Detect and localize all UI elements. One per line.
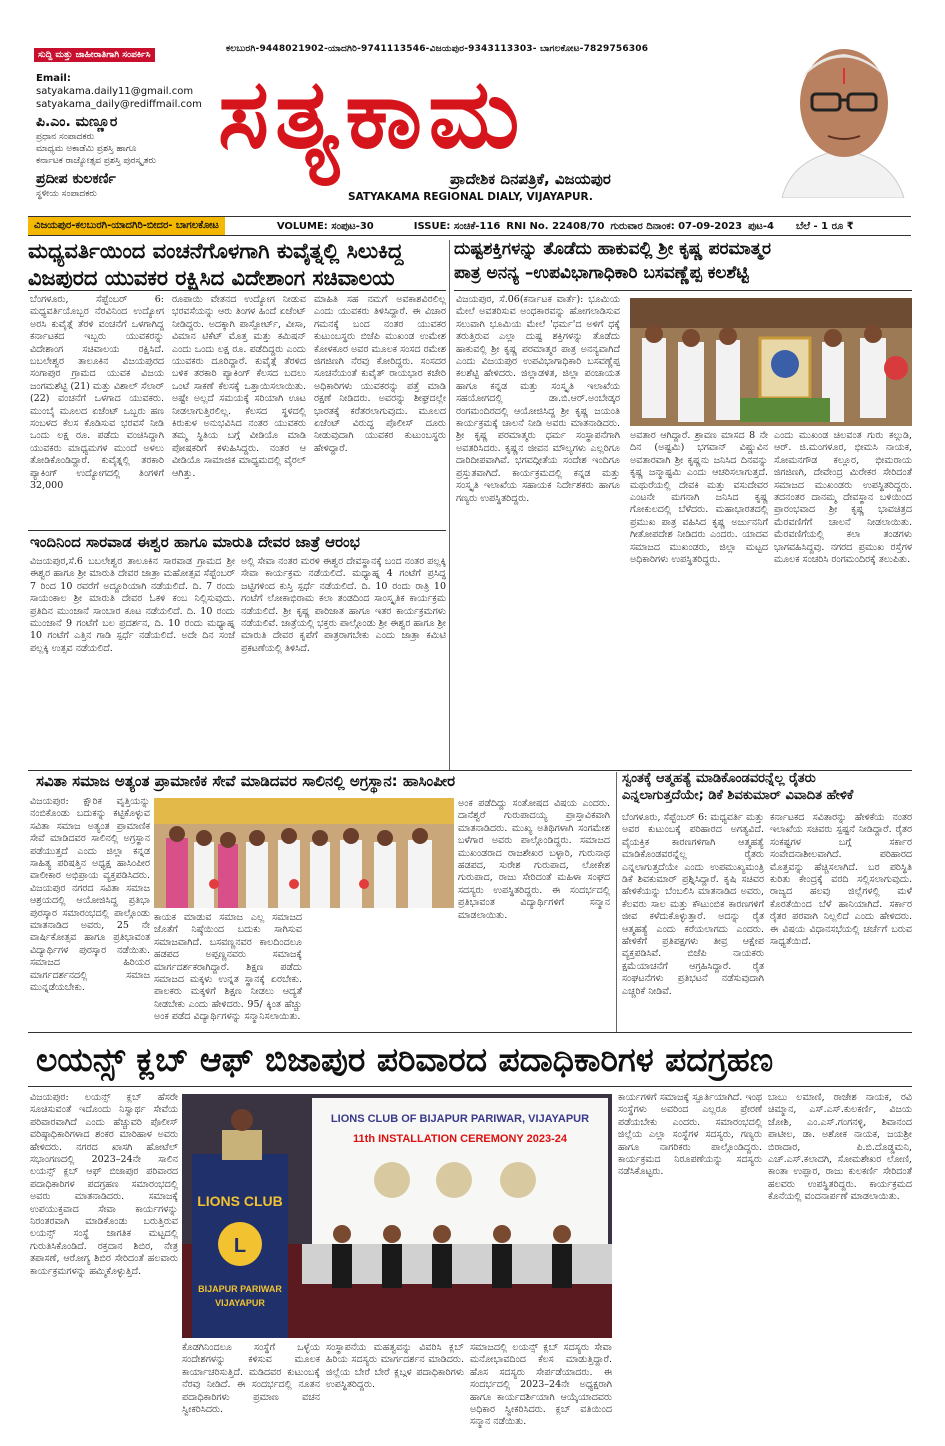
article-savita-col-2: ಅಂಕ ಪಡೆದಿದ್ದು ಸಂತೋಷದ ವಿಷಯ ಎಂದರು. ದಾನೆಶ್ವರೆ ಗುರುಪಾದಯ್ಯ ಪ್ರಾಸ್ತಾವಿಕವಾಗಿ ಮಾತನಾಡಿದರು. ಮುಖ್ಯ ಅತಿಥಿಗಳಾಗಿ ಸಂಗಮೇಶ ಬಳೆಗಾರ ಅವರು ಪಾಲ್ಗೊಂಡಿದ್ದರು. ಸಮಾಜದ ಮುಖಂಡರಾದ ರಾಜಶೇಖರ ಬಳ್ಳಾರಿ, ಗುರುನಾಥ ಹಡಪದ, ಸುರೇಶ ಗುರುಪಾದ, ಲೋಕೇಶ ಗುರುಪಾದ, ರಾಜು ಸೇರಿದಂತೆ ಮಹಿಳಾ ಸಂಘದ ಸದಸ್ಯರು ಉಪಸ್ಥಿತರಿದ್ದರು. ಈ ಸಂದರ್ಭದಲ್ಲಿ ಪ್ರತಿಭಾವಂತ ವಿದ್ಯಾರ್ಥಿಗಳಿಗೆ ಸನ್ಮಾನ ಮಾಡಲಾಯಿತು. [458,798,610,921]
lions-banner-org: LIONS CLUB OF BIJAPUR PARIWAR, VIJAYAPUR [330,1113,590,1125]
lions-banner-event: 11th INSTALLATION CEREMONY 2023-24 [353,1133,567,1145]
article-dks [622,772,912,804]
article-jatre-col-1: ವಿಜಯಪುರ,ಸೆ.6 ಬಬಲೇಶ್ವರ ತಾಲೂಕಿನ ಸಾರವಾಡ ಗ್ರಾಮದ ಶ್ರೀ ಈಶ್ವರ ಹಾಗೂ ಶ್ರೀ ಮಾರುತಿ ದೇವರ ಜಾತ್ರಾ ಮಹೋತ್ಸವ ಸೆಪ್ಟೆಂಬರ್ 7 ರಿಂದ 10 ರವರೆಗೆ ಅದ್ದೂರಿಯಾಗಿ ನಡೆಯಲಿದೆ. ದಿ. 7 ರಂದು ಸಾಯಂಕಾಲ ಶ್ರೀ ಮಾರುತಿ ದೇವರ ಓಕಳಿ ಕಂಬ ನಿಲ್ಲಿಸುವುದು. ಪ್ರತಿದಿನ ಮುಂಜಾನೆ ಸಾಂಬಾರ ಕೂಟ ನಡೆಯಲಿದೆ. ದಿ. 10 ರಂದು ಮುಂಜಾನೆ 9 ಗಂಟೆಗೆ ಬಲ ಪ್ರದರ್ಶನ, ದಿ. 10 ರಂದು ಮಧ್ಯಾಹ್ನ 10 ಗಂಟೆಗೆ ಎತ್ತಿನ ಗಾಡಿ ಸ್ಪರ್ಧೆ ನಡೆಯಲಿದೆ. ಅದೇ ದಿನ ಸಂಜೆ ಪಲ್ಲಕ್ಕಿ ಉತ್ಸವ ನಡೆಯಲಿದೆ. [30,556,235,654]
lions-event-photo [182,1094,612,1338]
email-1[interactable]: satyakama.daily11@gmail.com [36,86,194,97]
rule [28,290,446,291]
strip-date: ಗುರುವಾರ ದಿನಾಂಕ: 07-09-2023 [610,220,743,232]
rule [28,1032,912,1033]
article-krishna-headline-2: ಪಾತ್ರ ಅನನ್ಯ –ಉಪವಿಭಾಗಾಧಿಕಾರಿ ಬಸವಣ್ಣೆಪ್ಪ ಕಲಶೆಟ್ಟಿ [454,262,749,283]
article-krishna-headline-1: ದುಷ್ಟಶಕ್ತಿಗಳನ್ನು ತೊಡೆದು ಹಾಕುವಲ್ಲಿ ಶ್ರೀ ಕೃಷ್ಣ ಪರಮಾತ್ಮರ [454,239,772,259]
article-lions-col-5: ಕಾರ್ಯಗಳಿಗೆ ಸಮಾಜಕ್ಕೆ ಸ್ಪೂರ್ತಿಯಾಗಿದೆ. ಇಂಥ ಸಂಸ್ಥೆಗಳು ಅವರಿಂದ ಎಲ್ಲರೂ ಪ್ರೇರಣೆ ಪಡೆಯಬೇಕು ಎಂದರು. ಸಮಾರಂಭದಲ್ಲಿ ಜಿಲ್ಲೆಯ ಎಲ್ಲಾ ಸಂಸ್ಥೆಗಳ ಸದಸ್ಯರು, ಗಣ್ಯರು ಹಾಗೂ ನಾಗರಿಕರು ಪಾಲ್ಗೊಂಡಿದ್ದರು. ಕಾರ್ಯಕ್ರಮದ ನಿರೂಪಣೆಯನ್ನು ಸದಸ್ಯರು ನಡೆಸಿಕೊಟ್ಟರು. [618,1092,762,1178]
article-dks-headline-2: ಎನ್ನಲಾಗುತ್ತದೆಯೇ; ಡಿಕೆ ಶಿವಕುಮಾರ್ ವಿವಾದಿತ ಹೇಳಿಕೆ [622,788,854,804]
subtitle-kannada: ಪ್ರಾದೇಶಿಕ ದಿನಪತ್ರಿಕೆ, ವಿಜಯಪುರ [450,170,611,188]
article-savita-col-1: ವಿಜಯಪುರ: ಕ್ಷೌರಿಕ ವೃತ್ತಿಯನ್ನು ನಂಬಿಕೊಂಡು ಬದುಕನ್ನು ಕಟ್ಟಿಕೊಳ್ಳುವ ಸವಿತಾ ಸಮಾಜ ಅತ್ಯಂತ ಪ್ರಾಮಾಣಿಕ ಸೇವೆ ಮಾಡಿದವರ ಸಾಲಿನಲ್ಲಿ ಅಗ್ರಸ್ಥಾನ ಪಡೆಯುತ್ತದೆ ಎಂದು ಜಿಲ್ಲಾ ಕನ್ನಡ ಸಾಹಿತ್ಯ ಪರಿಷತ್ತಿನ ಅಧ್ಯಕ್ಷ ಹಾಸಿಂಪೀರ ವಾಲೀಕಾರ ಅಭಿಪ್ರಾಯ ವ್ಯಕ್ತಪಡಿಸಿದರು. ವಿಜಯಪುರ ನಗರದ ಸವಿತಾ ಸಮಾಜ ಆಶ್ರಯದಲ್ಲಿ ಆಯೋಜಿಸಿದ್ದ ಪ್ರತಿಭಾ ಪುರಸ್ಕಾರ ಸಮಾರಂಭದಲ್ಲಿ ಪಾಲ್ಗೊಂಡು ಮಾತನಾಡಿದ ಅವರು, 25 ನೇ ವಾರ್ಷಿಕೋತ್ಸವ ಹಾಗೂ ಪ್ರತಿಭಾವಂತ ವಿದ್ಯಾರ್ಥಿಗಳ ಪುರಸ್ಕಾರ ನಡೆಯಿತು. ಸಮಾಜದ ಹಿರಿಯರ ಮಾರ್ಗದರ್ಶನದಲ್ಲಿ ಸಮಾಜ ಮುನ್ನಡೆಯಬೇಕು. [30,796,150,994]
column-divider [449,240,450,770]
article-lions-col-3: ಸಂಸ್ಥಾಪನೆಯ ಮಹತ್ವವನ್ನು ವಿವರಿಸಿ ಕ್ಲಬ್ ಹಿರಿಯ ಸದಸ್ಯರು ಮಾರ್ಗದರ್ಶನ ಮಾಡಿದರು. ಜಿಲ್ಲೆಯ ಬೇರೆ ಬೇರೆ ಕ್ಲಬ್ಗಳ ಪದಾಧಿಕಾರಿಗಳು ಉಪಸ್ಥಿತರಿದ್ದರು. [326,1342,464,1391]
strip-volume: VOLUME: ಸಂಪುಟ-30 [276,220,374,232]
email-2[interactable]: satyakama_daily@rediffmail.com [36,99,202,110]
masthead [0,0,945,212]
strip-regions: ವಿಜಯಪುರ-ಕಲಬುರಗಿ-ಯಾದಗಿರಿ-ಬೀದರ- ಬಾಗಲಕೋಟ [28,217,225,235]
article-jatre-col-2: ಅಲ್ಲಿ ಸೇವಾ ನಂತರ ಮರಳಿ ಈಶ್ವರ ದೇವಸ್ಥಾನಕ್ಕೆ ಬಂದ ನಂತರ ಪಲ್ಲಕ್ಕಿ ಸೇವಾ ಕಾರ್ಯಕ್ರಮ ನಡೆಯಲಿದೆ. ಮಧ್ಯಾಹ್ನ 4 ಗಂಟೆಗೆ ಪ್ರಸಿದ್ಧ ಜಟ್ಟಿಗಳಿಂದ ಕುಸ್ತಿ ಸ್ಪರ್ಧೆ ನಡೆಯಲಿದೆ. ದಿ. 10 ರಂದು ರಾತ್ರಿ 10 ಗಂಟೆಗೆ ಲೋಕಾಭಿರಾಮ ಕಲಾ ತಂಡದಿಂದ ಸಾಂಸ್ಕೃತಿಕ ಕಾರ್ಯಕ್ರಮ ನಡೆಯಲಿದೆ. ಶ್ರೀ ಕೃಷ್ಣ ಪಾರಿಜಾತ ಹಾಗೂ ಇತರ ಕಾರ್ಯಕ್ರಮಗಳು ನಡೆಯಲಿವೆ. ಜಾತ್ರೆಯಲ್ಲಿ ಭಕ್ತರು ಪಾಲ್ಗೊಂಡು ಶ್ರೀ ಈಶ್ವರ ಹಾಗೂ ಶ್ರೀ ಮಾರುತಿ ದೇವರ ಕೃಪೆಗೆ ಪಾತ್ರರಾಗಬೇಕು ಎಂದು ಜಾತ್ರಾ ಕಮಿಟಿ ಪ್ರಕಟಣೆಯಲ್ಲಿ ತಿಳಿಸಿದೆ. [241,556,446,654]
article-dks-col-1: ಬೆಂಗಳೂರು, ಸೆಪ್ಟೆಂಬರ್ 6: ಮಧ್ಯವರ್ತಿ ಮತ್ತು ಅವರ ಕುಟುಂಬಕ್ಕೆ ಪರಿಹಾರದ ಅಗತ್ಯವಿದೆ. ವೈಯಕ್ತಿಕ ಕಾರಣಗಳಿಗಾಗಿ ಆತ್ಮಹತ್ಯೆ ಮಾಡಿಕೊಂಡವರನ್ನೆಲ್ಲ ರೈತರು ಎನ್ನಲಾಗುತ್ತದೆಯೇ ಎಂದು ಉಪಮುಖ್ಯಮಂತ್ರಿ ಡಿಕೆ ಶಿವಕುಮಾರ್ ಪ್ರಶ್ನಿಸಿದ್ದಾರೆ. ಕೃಷಿ ಸಚಿವರ ಹೇಳಿಕೆಯನ್ನು ಬೆಂಬಲಿಸಿ ಮಾತನಾಡಿದ ಅವರು, ಕೆಲವರು ಸಾಲ ಮತ್ತು ಕೌಟುಂಬಿಕ ಕಾರಣಗಳಿಗೆ ಜೀವ ಕಳೆದುಕೊಳ್ಳುತ್ತಾರೆ. ಅದನ್ನು ರೈತ ಆತ್ಮಹತ್ಯೆ ಎಂದು ಕರೆಯಲಾಗದು ಎಂದರು. ಹೇಳಿಕೆಗೆ ಪ್ರತಿಪಕ್ಷಗಳು ತೀವ್ರ ಆಕ್ಷೇಪ ವ್ಯಕ್ತಪಡಿಸಿವೆ. ಬಿಜೆಪಿ ನಾಯಕರು ಕ್ಷಮೆಯಾಚನೆಗೆ ಆಗ್ರಹಿಸಿದ್ದಾರೆ. ರೈತ ಸಂಘಟನೆಗಳು ಪ್ರತಿಭಟನೆ ನಡೆಸುವುದಾಗಿ ಎಚ್ಚರಿಕೆ ನೀಡಿವೆ. [622,812,764,997]
article-kuwait-col-3: ಮಾಹಿತಿ ಸಹ ನಮಗೆ ಅವಕಾಶವಿರಲಿಲ್ಲ ಎಂದು ಯುವಕರು ತಿಳಿಸಿದ್ದಾರೆ. ಈ ವಿಚಾರ ಗಮನಕ್ಕೆ ಬಂದ ನಂತರ ಯುವಕರ ಕುಟುಂಬಸ್ಥರು ಬಿಜೆಪಿ ಮುಖಂಡ ಉಮೇಶ ಕೋಳಕೂರ ಅವರ ಮೂಲಕ ಸಂಸದ ರಮೇಶ ಜಿಗಜಿಣಗಿ ನೆರವು ಕೋರಿದ್ದರು. ಸಂಸದರ ಸೂಚನೆಯಂತೆ ಕುವೈತ್ ರಾಯಭಾರ ಕಚೇರಿ ಅಧಿಕಾರಿಗಳು ಯುವಕರನ್ನು ಪತ್ತೆ ಮಾಡಿ ರಕ್ಷಣೆ ನೀಡಿದರು. ಅವರನ್ನು ಶೀಘ್ರದಲ್ಲೇ ಭಾರತಕ್ಕೆ ಕರೆತರಲಾಗುವುದು. ಮೂಲದ ಏಜೆಂಟ್ ವಿರುದ್ಧ ಪೊಲೀಸ್ ದೂರು ನೀಡುವುದಾಗಿ ಯುವಕರ ಕುಟುಂಬಸ್ಥರು ಹೇಳಿದ್ದಾರೆ. [314,294,446,454]
article-krishna-col-1: ವಿಜಯಪುರ, ಸೆ.06(ಕರ್ನಾಟಕ ವಾರ್ತೆ): ಭೂಮಿಯ ಮೇಲೆ ಅವತರಿಸುವ ಅಂಧಕಾರವನ್ನು ಹೋಗಲಾಡಿಸುವ ಸಲುವಾಗಿ ಭೂಮಿಯ ಮೇಲೆ 'ಧರ್ಮ'ದ ಅಳಿಗೆ ಧಕ್ಕೆ ತರುತ್ತಿರುವ ಎಲ್ಲಾ ದುಷ್ಟ ಶಕ್ತಿಗಳನ್ನು ತೊಡೆದು ಹಾಕುವಲ್ಲಿ ಶ್ರೀ ಕೃಷ್ಣ ಪರಮಾತ್ಮರ ಪಾತ್ರ ಅನನ್ಯವಾಗಿದೆ ಎಂದು ವಿಜಯಪುರ ಉಪವಿಭಾಗಾಧಿಕಾರಿ ಬಸವಣ್ಣೆಪ್ಪ ಕಲಶೆಟ್ಟಿ ಹೇಳಿದರು. ಜಿಲ್ಲಾಡಳಿತ, ಜಿಲ್ಲಾ ಪಂಚಾಯತ ಹಾಗೂ ಕನ್ನಡ ಮತ್ತು ಸಂಸ್ಕೃತಿ ಇಲಾಖೆಯ ಸಹಯೋಗದಲ್ಲಿ ಡಾ.ಬಿ.ಆರ್.ಅಂಬೇಡ್ಕರ ರಂಗಮಂದಿರದಲ್ಲಿ ಆಯೋಜಿಸಿದ್ದ ಶ್ರೀ ಕೃಷ್ಣ ಜಯಂತಿ ಕಾರ್ಯಕ್ರಮಕ್ಕೆ ಚಾಲನೆ ನೀಡಿ ಅವರು ಮಾತನಾಡಿದರು. ಶ್ರೀ ಕೃಷ್ಣ ಪರಮಾತ್ಮರು ಧರ್ಮ ಸಂಸ್ಥಾಪನೆಗಾಗಿ ಅವತರಿಸಿದರು. ಕೃಷ್ಣನ ಜೀವನ ಮೌಲ್ಯಗಳು ಎಲ್ಲರಿಗೂ ದಾರಿದೀಪವಾಗಿವೆ. ಭಗವದ್ಗೀತೆಯ ಸಂದೇಶ ಇಂದಿಗೂ ಪ್ರಸ್ತುತವಾಗಿದೆ. ಕಾರ್ಯಕ್ರಮದಲ್ಲಿ ಕನ್ನಡ ಮತ್ತು ಸಂಸ್ಕೃತಿ ಇಲಾಖೆಯ ಸಹಾಯಕ ನಿರ್ದೇಶಕರು ಹಾಗೂ ಗಣ್ಯರು ಉಪಸ್ಥಿತರಿದ್ದರು. [456,294,620,504]
lions-podium-name: BIJAPUR PARIWAR [198,1284,282,1294]
article-kuwait-col-2: ರೂಪಾಯಿ ವೇತನದ ಉದ್ಯೋಗ ನೀಡುವ ಭರವಸೆಯನ್ನು ಆರು ತಿಂಗಳ ಹಿಂದೆ ಏಜೆಂಟ್ ನೀಡಿದ್ದರು. ಅದಕ್ಕಾಗಿ ಪಾಸ್ಪೋರ್ಟ್, ವೀಸಾ, ವಿಮಾನ ಟಿಕೆಟ್ ಮೊತ್ತ ಮತ್ತು ಕಮಿಷನ್ ಎಂದು ಒಂದು ಲಕ್ಷ ರೂ. ಪಡೆದಿದ್ದರು ಎಂದು ಯುವಕರು ದೂರಿದ್ದಾರೆ. ಕುವೈತ್ಗೆ ತೆರಳಿದ ಬಳಿಕ ತರಕಾರಿ ಪ್ಯಾಕಿಂಗ್ ಕೆಲಸದ ಬದಲು ಒಂಟೆ ಸಾಕಣೆ ಕೆಲಸಕ್ಕೆ ಒತ್ತಾಯಿಸಲಾಯಿತು. ಅಷ್ಟೇ ಅಲ್ಲದೆ ಸಮಯಕ್ಕೆ ಸರಿಯಾಗಿ ಊಟ ನೀಡಲಾಗುತ್ತಿರಲಿಲ್ಲ. ಕೆಲಸದ ಸ್ಥಳದಲ್ಲಿ ಕಿರುಕುಳ ಅನುಭವಿಸಿದ ನಂತರ ಯುವಕರು ತಮ್ಮ ಸ್ಥಿತಿಯ ಬಗ್ಗೆ ವೀಡಿಯೊ ಮಾಡಿ ಪೋಷಕರಿಗೆ ಕಳುಹಿಸಿದ್ದರು. ನಂತರ ಆ ವೀಡಿಯೊ ಸಾಮಾಜಿಕ ಮಾಧ್ಯಮದಲ್ಲಿ ವೈರಲ್ ಆಗಿತ್ತು. [172,294,306,479]
lions-podium-city: VIJAYAPUR [215,1298,265,1308]
article-kuwait [28,240,446,290]
lions-podium-emblem: L [233,1235,247,1257]
editor-role-2: ಮಾಧ್ಯಮ ಅಕಾಡೆಮಿ ಪ್ರಶಸ್ತಿ ಹಾಗೂ [36,144,137,154]
editor-role-3: ಕರ್ನಾಟಕ ರಾಜ್ಯೋತ್ಸವ ಪ್ರಶಸ್ತಿ ಪುರಸ್ಕೃತರು [36,156,156,166]
article-dks-headline-1: ಸ್ವಂತಕ್ಕೆ ಆತ್ಮಹತ್ಯೆ ಮಾಡಿಕೊಂಡವರನ್ನೆಲ್ಲ ರೈತರು [622,771,816,786]
contact-tag: ಸುದ್ದಿ ಮತ್ತು ಜಾಹೀರಾತಿಗಾಗಿ ಸಂಪರ್ಕಿಸಿ [34,48,155,62]
article-krishna-col-3: ಎಂದು ಮುಖಂಡ ಚಿಲವಂತ ಗುರು ಕಲ್ಗುಡಿ, ಆರ್. ಜಿ.ಮಂಗಳೂರ, ಭೀಮಸಿ ನಾಯಕ, ಸೋಮನಗೌಡ ಕಲ್ಲೂರ, ಭೀಮರಾಯ ಜಿಗಜಿಣಗಿ, ದೇವೇಂದ್ರ ಮಿರೇಕರ ಸೇರಿದಂತೆ ಸಮಾಜದ ಮುಖಂಡರು ಉಪಸ್ಥಿತರಿದ್ದರು. ತದನಂತರ ದಾನಮ್ಮ ದೇವಸ್ಥಾನ ಬಳಿಯಿಂದ ಪ್ರಾರಂಭವಾದ ಶ್ರೀ ಕೃಷ್ಣ ಭಾವಚಿತ್ರದ ಮೆರವಣಿಗೆಗೆ ಚಾಲನೆ ನೀಡಲಾಯಿತು. ಮೆರವಣಿಗೆಯಲ್ಲಿ ಕಲಾ ತಂಡಗಳು ಭಾಗವಹಿಸಿದ್ದವು. ನಗರದ ಪ್ರಮುಖ ರಸ್ತೆಗಳ ಮೂಲಕ ಸಂಚರಿಸಿ ರಂಗಮಂದಿರಕ್ಕೆ ತಲುಪಿತು. [774,430,912,566]
strip-pages: ಪುಟ-4 [748,220,774,232]
article-kuwait-headline-1: ಮಧ್ಯವರ್ತಿಯಿಂದ ವಂಚನೆಗೊಳಗಾಗಿ ಕುವೈತ್ನಲ್ಲಿ ಸಿಲುಕಿದ್ದ [28,239,404,263]
article-lions-col-1: ವಿಜಯಪುರ: ಲಯನ್ಸ್ ಕ್ಲಬ್ ಹೆಸರೇ ಸೂಚಿಸುವಂತೆ ಇದೊಂದು ನಿಸ್ವಾರ್ಥ ಸೇವೆಯ ಪರಿವಾರವಾಗಿದೆ ಎಂದು ಹೆಚ್ಚುವರಿ ಪೊಲೀಸ್ ವರಿಷ್ಠಾಧಿಕಾರಿಗಳಾದ ಶಂಕರ ಮಾರಿಹಾಳ ಅವರು ಹೇಳಿದರು. ನಗರದ ಖಾಸಗಿ ಹೋಟೆಲ್ ಸಭಾಂಗಣದಲ್ಲಿ 2023–24ನೇ ಸಾಲಿನ ಲಯನ್ಸ್ ಕ್ಲಬ್ ಆಫ್ ಬಿಜಾಪುರ ಪರಿವಾರದ ಪದಾಧಿಕಾರಿಗಳ ಪದಗ್ರಹಣ ಸಮಾರಂಭದಲ್ಲಿ ಅವರು ಮಾತನಾಡಿದರು. ಸಮಾಜಕ್ಕೆ ಉಪಯುಕ್ತವಾದ ಸೇವಾ ಕಾರ್ಯಗಳನ್ನು ನಿರಂತರವಾಗಿ ಮಾಡಿಕೊಂಡು ಬರುತ್ತಿರುವ ಲಯನ್ಸ್ ಸಂಸ್ಥೆ ಜಾಗತಿಕ ಮಟ್ಟದಲ್ಲಿ ಗುರುತಿಸಿಕೊಂಡಿದೆ. ರಕ್ತದಾನ ಶಿಬಿರ, ನೇತ್ರ ತಪಾಸಣೆ, ಆರೋಗ್ಯ ಶಿಬಿರ ಸೇರಿದಂತೆ ಹಲವಾರು ಕಾರ್ಯಕ್ರಮಗಳನ್ನು ಹಮ್ಮಿಕೊಳ್ಳುತ್ತಿದೆ. [30,1092,178,1277]
strip-issue: ISSUE: ಸಂಚಿಕೆ-116 [413,220,501,232]
article-lions-headline: ಲಯನ್ಸ್ ಕ್ಲಬ್ ಆಫ್ ಬಿಜಾಪುರ ಪರಿವಾರದ ಪದಾಧಿಕಾರಿಗಳ ಪದಗ್ರಹಣ [36,1040,774,1079]
column-divider-2 [616,772,617,1032]
article-savita-headline: ಸವಿತಾ ಸಮಾಜ ಅತ್ಯಂತ ಪ್ರಾಮಾಣಿಕ ಸೇವೆ ಮಾಡಿದವರ ಸಾಲಿನಲ್ಲಿ ಅಗ್ರಸ್ಥಾನ: ಹಾಸಿಂಪೀರ [36,772,456,790]
newspaper-logo: ಸತ್ಯಕಾಮ [218,58,526,170]
savita-event-photo [154,798,454,908]
rule [28,530,446,531]
article-dks-col-2: ಕರ್ನಾಟಕದ ಸವಿತಾರನ್ನು ಹೇಳಿಕೆಯ ನಂತರ ಇಲಾಖೆಯ ಸಚಿವರು ಸ್ಪಷ್ಟನೆ ನೀಡಿದ್ದಾರೆ. ರೈತರ ಸಂಕಷ್ಟಗಳ ಬಗ್ಗೆ ಸರ್ಕಾರ ಸಂವೇದನಾಶೀಲವಾಗಿದೆ. ಪರಿಹಾರದ ಮೊತ್ತವನ್ನು ಹೆಚ್ಚಿಸಲಾಗಿದೆ. ಬರ ಪರಿಸ್ಥಿತಿ ಕುರಿತು ಕೇಂದ್ರಕ್ಕೆ ವರದಿ ಸಲ್ಲಿಸಲಾಗುವುದು. ರಾಜ್ಯದ ಹಲವು ಜಿಲ್ಲೆಗಳಲ್ಲಿ ಮಳೆ ಕೊರತೆಯಿಂದ ಬೆಳೆ ಹಾನಿಯಾಗಿದೆ. ಸರ್ಕಾರ ರೈತರ ಪರವಾಗಿ ನಿಲ್ಲಲಿದೆ ಎಂದು ಹೇಳಿದರು. ಈ ವಿಷಯ ವಿಧಾನಸಭೆಯಲ್ಲಿ ಚರ್ಚೆಗೆ ಬರುವ ಸಾಧ್ಯತೆಯಿದೆ. [770,812,912,948]
phone-numbers: ಕಲಬುರಗಿ-9448021902-ಯಾದಗಿರಿ-9741113546-ವಿಜಯಪುರ-9343113303- ಬಾಗಲಕೋಟ-7829756306 [226,44,649,54]
editor-name: ಪಿ.ಎಂ. ಮಣ್ಣೂರ [36,114,118,130]
rule [28,1086,912,1087]
editor-portrait [772,28,912,198]
article-lions-col-2: ಕೊಡಗಿನಿಂದಲೂ ಸಂಸ್ಥೆಗೆ ಒಳ್ಳೆಯ ಸಂದೇಶಗಳನ್ನು ಕಳಿಸುವ ಮೂಲಕ ಕಾರ್ಯಾಚರಿಸುತ್ತಿದೆ. ಮಡಿದವರ ಕುಟುಂಬಕ್ಕೆ ನೆರವು ನೀಡಿದೆ. ಈ ಸಂದರ್ಭದಲ್ಲಿ ನೂತನ ಪದಾಧಿಕಾರಿಗಳು ಪ್ರಮಾಣ ವಚನ ಸ್ವೀಕರಿಸಿದರು. [182,1342,320,1416]
article-kuwait-col-1: ಬೆಂಗಳೂರು, ಸೆಪ್ಟೆಂಬರ್ 6: ಮಧ್ಯವರ್ತಿಯೊಬ್ಬರ ನೆರವಿನಿಂದ ಉದ್ಯೋಗ ಅರಸಿ ಕುವೈತ್ಗೆ ತೆರಳಿ ವಂಚನೆಗೆ ಒಳಗಾಗಿದ್ದ ಕರ್ನಾಟಕದ ಇಬ್ಬರು ಯುವಕರನ್ನು ವಿದೇಶಾಂಗ ಸಚಿವಾಲಯ ರಕ್ಷಿಸಿದೆ. ಬಬಲೇಶ್ವರ ತಾಲೂಕಿನ ವಿಜಯಪುರದ ಸಂಗಾಪುರ ಗ್ರಾಮದ ಯುವಕ ವಿಜಯ ಜಂಗಮಶೆಟ್ಟಿ (21) ಮತ್ತು ವಿಶಾಲ್ ಸೆಲಾರ್ (22) ವಂಚನೆಗೆ ಒಳಗಾದ ಯುವಕರು. ಮುಂಬೈ ಮೂಲದ ಏಜೆಂಟ್ ಒಬ್ಬರು ಹಣ ಸಂಬಳದ ಕೆಲಸ ಕೊಡಿಸುವ ಭರವಸೆ ನೀಡಿ ಒಂದು ಲಕ್ಷ ರೂ. ಪಡೆದು ವಂಚಿಸಿದ್ದಾಗಿ ಯುವಕರು ಮಾಧ್ಯಮಗಳ ಮುಂದೆ ಅಳಲು ತೋಡಿಕೊಂಡಿದ್ದಾರೆ. ಕುವೈತ್ನಲ್ಲಿ ತರಕಾರಿ ಪ್ಯಾಕಿಂಗ್ ಉದ್ಯೋಗದಲ್ಲಿ ತಿಂಗಳಿಗೆ 32,000 [30,294,164,492]
article-kuwait-headline-2: ವಿಜಪುರದ ಯುವಕರ ರಕ್ಷಿಸಿದ ವಿದೇಶಾಂಗ ಸಚಿವಾಲಯ [28,266,395,291]
subtitle-english: SATYAKAMA REGIONAL DIALY, VIJAYAPUR. [348,191,593,203]
lions-podium-top: LIONS CLUB [197,1193,283,1209]
article-lions-col-6: ಬಾಬು ಲಮಾಣಿ, ರಾಜೇಶ ನಾಯಕ, ರವಿ ಚಿಮ್ಮಾನ, ಎಸ್.ಎಸ್.ಕುಲಕರ್ಣಿ, ವಿಜಯ ಜೋಶಿ, ಎಂ.ಎಸ್.ಗಂಗನಳ್ಳಿ, ಶಿವಾನಂದ ಪಾಟೀಲ, ಡಾ. ಅಶೋಕ ನಾಯಕ, ಜಯಶ್ರೀ ಬಿರಾದಾರ, ಪಿ.ಬಿ.ದೊಡ್ಡಮನಿ, ಎಚ್.ಎಸ್.ಕಲಾದಗಿ, ಸೋಮಶೇಖರ ಲೋಣಿ, ಕಾಂತಾ ಉಪ್ಪಾರ, ರಾಜು ಕುಲಕರ್ಣಿ ಸೇರಿದಂತೆ ಹಲವರು ಉಪಸ್ಥಿತರಿದ್ದರು. ಕಾರ್ಯಕ್ರಮದ ಕೊನೆಯಲ್ಲಿ ವಂದನಾರ್ಪಣೆ ಮಾಡಲಾಯಿತು. [768,1092,912,1203]
reporter-role: ಸ್ಥಳೀಯ ಸಂಪಾದಕರು [36,189,97,199]
editor-role-1: ಪ್ರಧಾನ ಸಂಪಾದಕರು [36,132,95,142]
article-lions-col-4: ಸಮಾಜದಲ್ಲಿ ಲಯನ್ಸ್ ಕ್ಲಬ್ ಸದಸ್ಯರು ಸೇವಾ ಮನೋಭಾವದಿಂದ ಕೆಲಸ ಮಾಡುತ್ತಿದ್ದಾರೆ. ಹೊಸ ಸದಸ್ಯರು ಸೇರ್ಪಡೆಯಾದರು. ಈ ಸಂದರ್ಭದಲ್ಲಿ 2023–24ನೇ ಅಧ್ಯಕ್ಷರಾಗಿ ಹಾಗೂ ಕಾರ್ಯದರ್ಶಿಯಾಗಿ ಆಯ್ಕೆಯಾದವರು ಅಧಿಕಾರ ಸ್ವೀಕರಿಸಿದರು. ಕ್ಲಬ್ ವತಿಯಿಂದ ಸನ್ಮಾನ ನಡೆಯಿತು. [470,1342,612,1428]
email-label: Email: [36,73,71,84]
reporter-name: ಪ್ರದೀಪ ಕುಲಕರ್ಣಿ [36,171,116,187]
strip-price: ಬೆಲೆ - 1 ರೂ ₹ [795,220,854,232]
strip-rni: RNI No. 22408/70 [506,220,605,232]
krishna-event-photo [630,298,912,426]
issue-strip [28,216,911,236]
article-savita-col-3: ಕಾಯಕ ಮಾಡುವ ಸಮಾಜ ಎಲ್ಲ ಸಮಾಜದ ಜೊತೆಗೆ ನಿಷ್ಠೆಯಿಂದ ಬದುಕು ಸಾಗಿಸುವ ಸಮಾಜವಾಗಿದೆ. ಬಸವಣ್ಣನವರ ಕಾಲದಿಂದಲೂ ಹಡಪದ ಅಪ್ಪಣ್ಣನವರು ಸಮಾಜಕ್ಕೆ ಮಾರ್ಗದರ್ಶಕರಾಗಿದ್ದಾರೆ. ಶಿಕ್ಷಣ ಪಡೆದು ಸಮಾಜದ ಮಕ್ಕಳು ಉನ್ನತ ಸ್ಥಾನಕ್ಕೆ ಏರಬೇಕು. ಪಾಲಕರು ಮಕ್ಕಳಿಗೆ ಶಿಕ್ಷಣ ನೀಡಲು ಆದ್ಯತೆ ನೀಡಬೇಕು ಎಂದು ಹೇಳಿದರು. 95/ ಕ್ಕಿಂತ ಹೆಚ್ಚು ಅಂಕ ಪಡೆದ ವಿದ್ಯಾರ್ಥಿಗಳನ್ನು ಸನ್ಮಾನಿಸಲಾಯಿತು. [154,912,302,1023]
rule [454,290,912,291]
article-krishna-col-2: ಅವತಾರ ಆಗಿದ್ದಾರೆ. ಶ್ರಾವಣ ಮಾಸದ 8 ನೇ ದಿನ (ಅಷ್ಟಮಿ) ಭಗವಾನ್ ವಿಷ್ಣುವಿನ ಅವತಾರವಾಗಿ ಶ್ರೀ ಕೃಷ್ಣನು ಜನಿಸಿದ ದಿನವನ್ನು ಕೃಷ್ಣ ಜನ್ಮಾಷ್ಟಮಿ ಎಂದು ಆಚರಿಸಲಾಗುತ್ತದೆ. ಮಥುರೆಯಲ್ಲಿ ದೇವಕಿ ಮತ್ತು ವಸುದೇವರ ಎಂಟನೇ ಮಗನಾಗಿ ಜನಿಸಿದ ಕೃಷ್ಣ ಗೋಕುಲದಲ್ಲಿ ಬೆಳೆದರು. ಮಹಾಭಾರತದಲ್ಲಿ ಪ್ರಮುಖ ಪಾತ್ರ ವಹಿಸಿದ ಕೃಷ್ಣ ಅರ್ಜುನನಿಗೆ ಗೀತೋಪದೇಶ ನೀಡಿದರು ಎಂದರು. ಯಾದವ ಸಮಾಜದ ಮುಖಂಡರು, ಜಿಲ್ಲಾ ಮಟ್ಟದ ಅಧಿಕಾರಿಗಳು ಉಪಸ್ಥಿತರಿದ್ದರು. [630,430,768,566]
article-jatre-headline: ಇಂದಿನಿಂದ ಸಾರವಾಡ ಈಶ್ವರ ಹಾಗೂ ಮಾರುತಿ ದೇವರ ಜಾತ್ರೆ ಆರಂಭ [30,533,360,551]
article-krishna [454,240,912,282]
